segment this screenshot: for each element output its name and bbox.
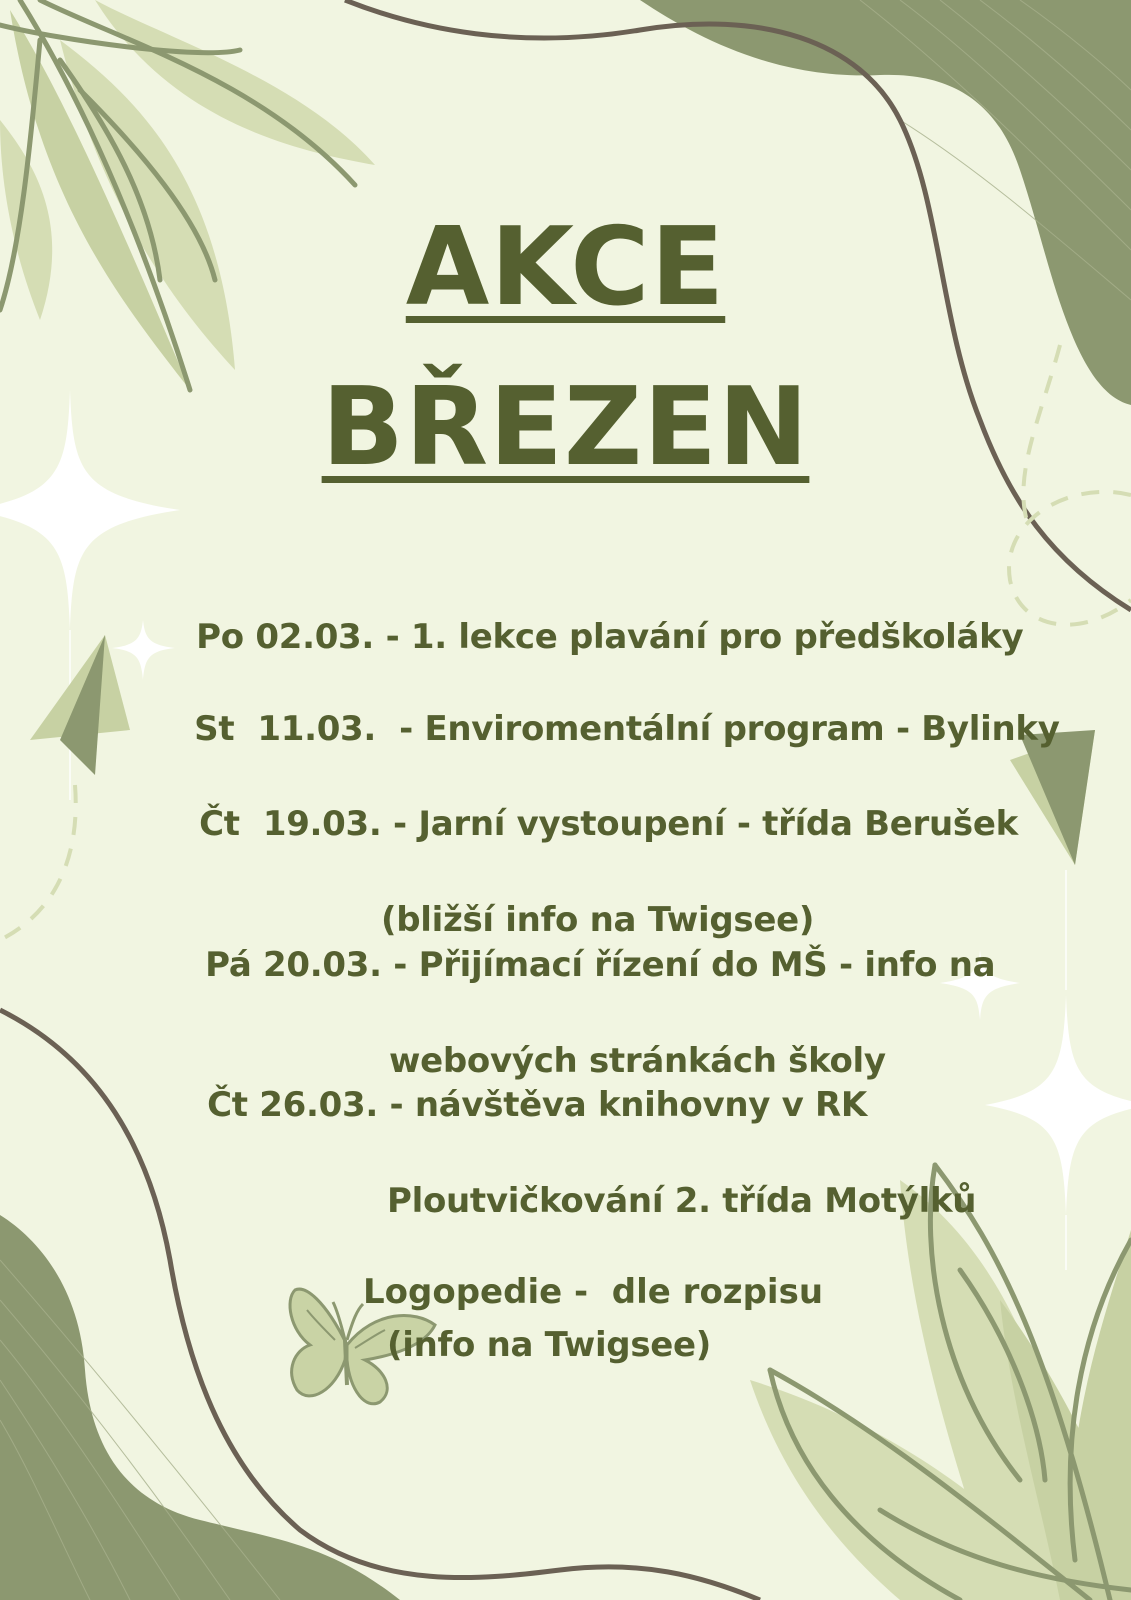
event-item <box>161 1033 976 1465</box>
event-line: St 11.03. - Enviromentální program - Bylinky <box>194 709 1060 749</box>
event-line: Čt 26.03. - návštěva knihovny v RK <box>207 1085 867 1125</box>
title-line-1 <box>0 205 1131 330</box>
event-line: Pá 20.03. - Přijímací řízení do MŠ - info na <box>205 945 996 985</box>
event-line-continued: (info na Twigsee) <box>387 1325 712 1365</box>
title-line-2 <box>0 365 1131 490</box>
event-line-continued: webových stránkách školy <box>389 1041 886 1081</box>
event-line: Čt 19.03. - Jarní vystoupení - třída Berušek <box>199 804 1018 844</box>
footer-note: Logopedie - dle rozpisu <box>363 1272 824 1312</box>
title-akce: AKCE <box>405 205 726 330</box>
top-right-blob <box>640 0 1131 405</box>
event-line: Po 02.03. - 1. lekce plavání pro předškoláky <box>196 617 1024 657</box>
event-line-continued: (bližší info na Twigsee) <box>381 900 815 940</box>
event-line-continued: Ploutvičkování 2. třída Motýlků <box>387 1181 977 1221</box>
top-left-leaves <box>0 0 375 390</box>
title-brezen: BŘEZEN <box>321 365 810 490</box>
paper-plane-icon-left <box>30 635 130 775</box>
